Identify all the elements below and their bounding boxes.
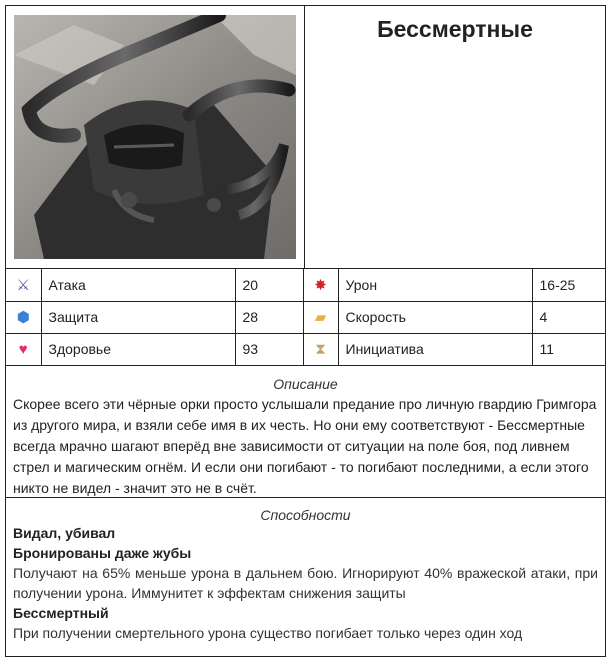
unit-name: Бессмертные [377,16,533,42]
stat-value-attack: 20 [235,269,303,301]
stat-label-damage: Урон [338,269,532,301]
abilities-heading: Способности [260,507,351,523]
stats-table [6,269,605,366]
ability-name: Бронированы даже жубы [13,545,192,561]
stats-row [6,269,605,301]
stat-value-initiative: 11 [532,333,605,365]
stat-value-speed: 4 [532,301,605,333]
card-header [6,6,605,269]
explosion-icon: ✸ [303,269,338,301]
title-cell [305,6,605,268]
description-section [6,366,605,498]
description-heading: Описание [273,376,338,392]
stat-value-damage: 16-25 [532,269,605,301]
heart-icon: ♥ [6,333,41,365]
stat-label-health: Здоровье [41,333,235,365]
stat-label-defense: Защита [41,301,235,333]
stats-row [6,301,605,333]
stat-value-health: 93 [235,333,303,365]
boot-icon: ▰ [303,301,338,333]
portrait-cell [6,6,305,268]
stats-row [6,333,605,365]
crossed-swords-icon: ⚔ [6,269,41,301]
portrait-illustration [14,15,296,259]
description-text: Скорее всего эти чёрные орки просто услышали предание про личную гвардию Гримгора из другого мира, и взяли себе имя в их честь. Но они ему соответствуют - Бессмертные всегда мрачно шагают вперёд вне зависимости от ситуации на поле боя, под ливнем стрел и магическим огнём. И если они погибают - то погибают последними, а если этого никто не видел - значит это не в счёт. [13,396,597,496]
stat-label-initiative: Инициатива [338,333,532,365]
unit-card [5,5,606,657]
stat-value-defense: 28 [235,301,303,333]
ability-name: Бессмертный [13,605,109,621]
ability-text: При получении смертельного урона существо погибает только через один ход [13,625,523,641]
shield-icon: ⬢ [6,301,41,333]
ability-text: Получают на 65% меньше урона в дальнем бою. Игнорируют 40% вражеской атаки, при получении урона. Иммунитет к эффектам снижения защиты [13,565,598,601]
stat-label-speed: Скорость [338,301,532,333]
hourglass-icon: ⧗ [303,333,338,365]
abilities-section [6,498,605,656]
stat-label-attack: Атака [41,269,235,301]
ability-name: Видал, убивал [13,525,116,541]
unit-portrait [14,15,296,259]
